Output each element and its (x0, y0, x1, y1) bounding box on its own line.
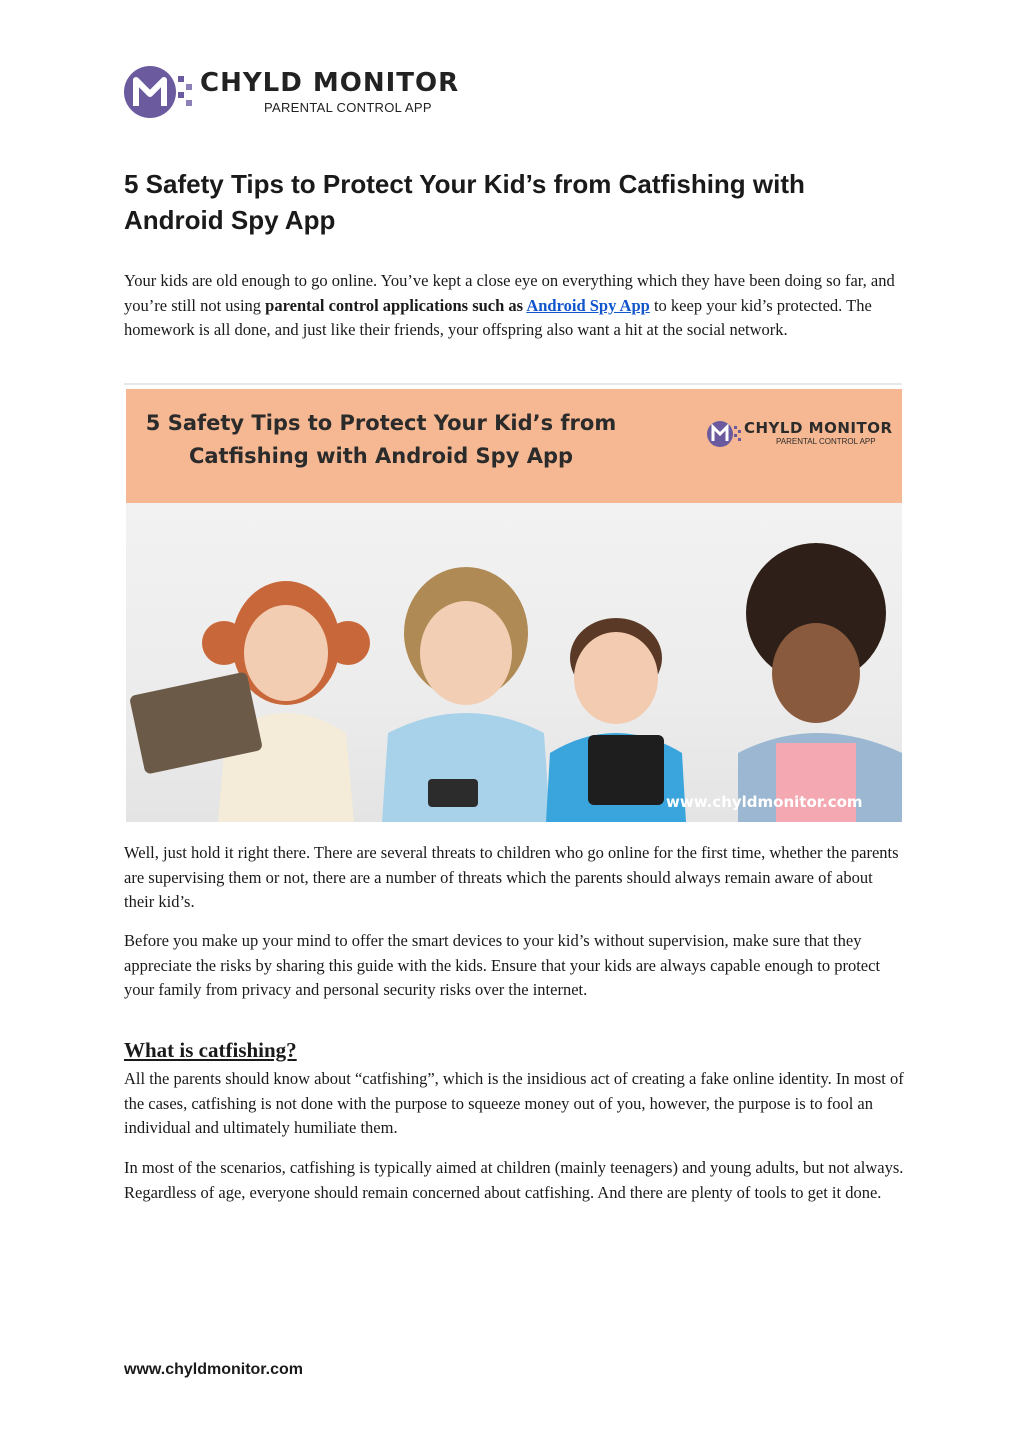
paragraph-catfishing-definition: All the parents should know about “catfishing”, which is the insidious act of creating a fake online identity. In most of the cases, catfishing is not done with the purpose to squeeze money out of you, however, the purpose is to fool an individual and ultimately humiliate them. (124, 1069, 904, 1137)
banner-url: www.chyldmonitor.com (666, 793, 863, 811)
article-title: 5 Safety Tips to Protect Your Kid’s from Catfishing with Android Spy App (124, 169, 805, 235)
intro-text-before: Your kids are old enough to go online. You’ve kept a close eye on everything which they have been doing so far, and you’re still not using (124, 271, 895, 315)
banner-logo-tagline: PARENTAL CONTROL APP (776, 437, 876, 446)
banner-logo (706, 417, 893, 451)
footer-url: www.chyldmonitor.com (124, 1361, 303, 1378)
chyld-monitor-logo-icon (124, 62, 196, 122)
section-heading-catfishing: What is catfishing? (124, 1038, 297, 1062)
article-banner-image (124, 383, 902, 822)
paragraph-threats: Well, just hold it right there. There are several threats to children who go online for the first time, whether the parents are supervising them or not, there are a number of threats which the parents should always remain aware of about their kid’s. (124, 843, 899, 911)
kids-illustration (126, 503, 902, 822)
android-spy-app-link[interactable]: Android Spy App (526, 295, 650, 315)
intro-bold-text: parental control applications such as (265, 295, 527, 315)
brand-logo (124, 62, 460, 122)
logo-tagline: PARENTAL CONTROL APP (264, 100, 432, 115)
banner-logo-wordmark: CHYLD MONITOR (744, 419, 893, 437)
banner-logo-icon (706, 417, 742, 451)
paragraph-catfishing-targets: In most of the scenarios, catfishing is typically aimed at children (mainly teenagers) and young adults, but not always. Regardless of age, everyone should remain concerned about catfishing. And there are plenty of tools to get it done. (124, 1158, 904, 1202)
banner-header (126, 389, 902, 503)
children-with-devices-photo (126, 503, 902, 822)
banner-title: 5 Safety Tips to Protect Your Kid’s from Catfishing with Android Spy App (145, 411, 617, 468)
paragraph-supervision: Before you make up your mind to offer the smart devices to your kid’s without supervision, make sure that they appreciate the risks by sharing this guide with the kids. Ensure that your kids are always capable enough to protect your family from privacy and personal security risks over the internet. (124, 931, 881, 999)
intro-text-after: to keep your kid’s protected. The homework is all done, and just like their friends, your offspring also want a hit at the social network. (124, 295, 872, 339)
logo-wordmark: CHYLD MONITOR (200, 68, 460, 98)
intro-paragraph (124, 269, 900, 343)
